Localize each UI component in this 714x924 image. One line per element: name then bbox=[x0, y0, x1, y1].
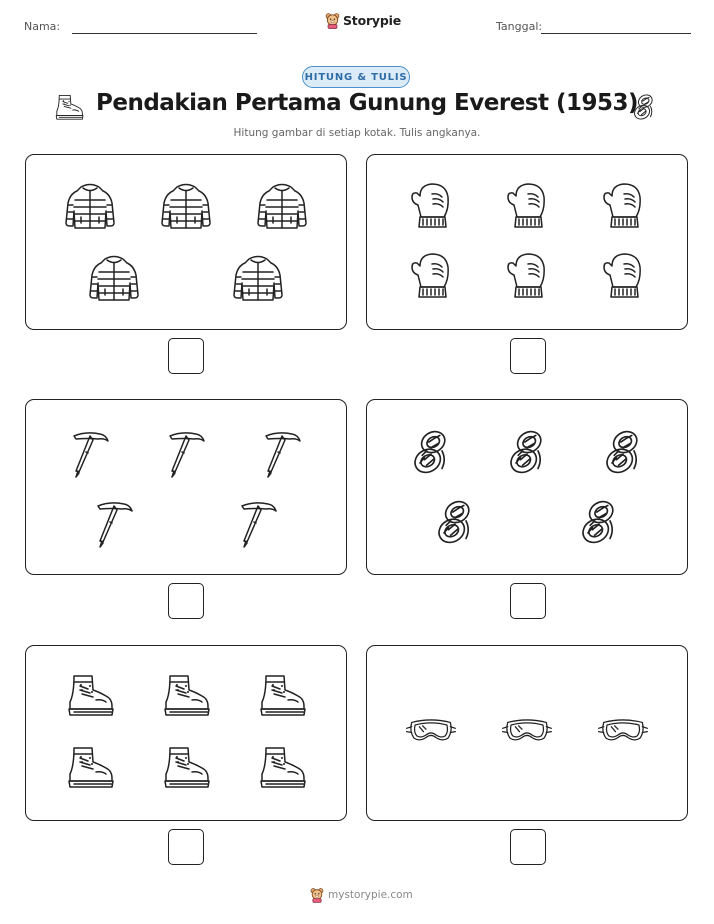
mitten-icon bbox=[597, 181, 649, 231]
activity-badge: HITUNG & TULIS bbox=[302, 66, 410, 88]
answer-box-ice-axes[interactable] bbox=[168, 583, 204, 619]
boot-icon bbox=[160, 744, 212, 790]
ice-axe-icon bbox=[64, 428, 116, 478]
card-row bbox=[26, 672, 346, 718]
name-label: Nama: bbox=[24, 20, 61, 33]
date-label: Tanggal: bbox=[496, 20, 543, 33]
count-card-ropes bbox=[366, 399, 688, 575]
bear-logo-icon bbox=[325, 12, 340, 29]
instructions: Hitung gambar di setiap kotak. Tulis angkanya. bbox=[233, 127, 481, 139]
card-row bbox=[26, 253, 346, 303]
goggles-icon bbox=[405, 712, 457, 748]
goggles-icon bbox=[597, 712, 649, 748]
answer-box-boots[interactable] bbox=[168, 829, 204, 865]
boot-icon bbox=[160, 672, 212, 718]
card-row bbox=[26, 498, 346, 548]
goggles-icon bbox=[501, 712, 553, 748]
rope-icon bbox=[597, 426, 649, 478]
count-card-ice-axes bbox=[25, 399, 347, 575]
card-row bbox=[26, 428, 346, 478]
answer-box-mittens[interactable] bbox=[510, 338, 546, 374]
footer-site: mystorypie.com bbox=[328, 889, 413, 901]
answer-box-goggles[interactable] bbox=[510, 829, 546, 865]
ice-axe-icon bbox=[256, 428, 308, 478]
boot-icon bbox=[256, 672, 308, 718]
boot-icon bbox=[256, 744, 308, 790]
boot-icon bbox=[64, 744, 116, 790]
jacket-icon bbox=[232, 253, 284, 303]
jacket-icon bbox=[160, 181, 212, 231]
card-row bbox=[367, 496, 687, 548]
count-card-jackets bbox=[25, 154, 347, 330]
date-field[interactable] bbox=[541, 33, 691, 34]
mitten-icon bbox=[501, 251, 553, 301]
rope-icon bbox=[573, 496, 625, 548]
boot-icon bbox=[54, 93, 84, 125]
count-card-goggles bbox=[366, 645, 688, 821]
mitten-icon bbox=[405, 251, 457, 301]
card-row bbox=[367, 426, 687, 478]
card-row bbox=[367, 251, 687, 301]
rope-icon bbox=[429, 496, 481, 548]
card-row bbox=[26, 744, 346, 790]
footer bbox=[310, 887, 413, 903]
jacket-icon bbox=[64, 181, 116, 231]
jacket-icon bbox=[88, 253, 140, 303]
brand-name: Storypie bbox=[343, 13, 401, 28]
ice-axe-icon bbox=[88, 498, 140, 548]
card-row bbox=[367, 181, 687, 231]
ice-axe-icon bbox=[232, 498, 284, 548]
mitten-icon bbox=[405, 181, 457, 231]
rope-icon bbox=[501, 426, 553, 478]
mitten-icon bbox=[501, 181, 553, 231]
ice-axe-icon bbox=[160, 428, 212, 478]
rope-icon bbox=[631, 92, 657, 126]
answer-box-jackets[interactable] bbox=[168, 338, 204, 374]
jacket-icon bbox=[256, 181, 308, 231]
brand-logo bbox=[325, 12, 401, 29]
name-field[interactable] bbox=[72, 33, 257, 34]
mitten-icon bbox=[597, 251, 649, 301]
card-row bbox=[26, 181, 346, 231]
bear-logo-icon bbox=[310, 887, 324, 903]
card-row bbox=[367, 712, 687, 748]
rope-icon bbox=[405, 426, 457, 478]
count-card-mittens bbox=[366, 154, 688, 330]
boot-icon bbox=[64, 672, 116, 718]
page-title: Pendakian Pertama Gunung Everest (1953) bbox=[96, 90, 639, 116]
answer-box-ropes[interactable] bbox=[510, 583, 546, 619]
count-card-boots bbox=[25, 645, 347, 821]
